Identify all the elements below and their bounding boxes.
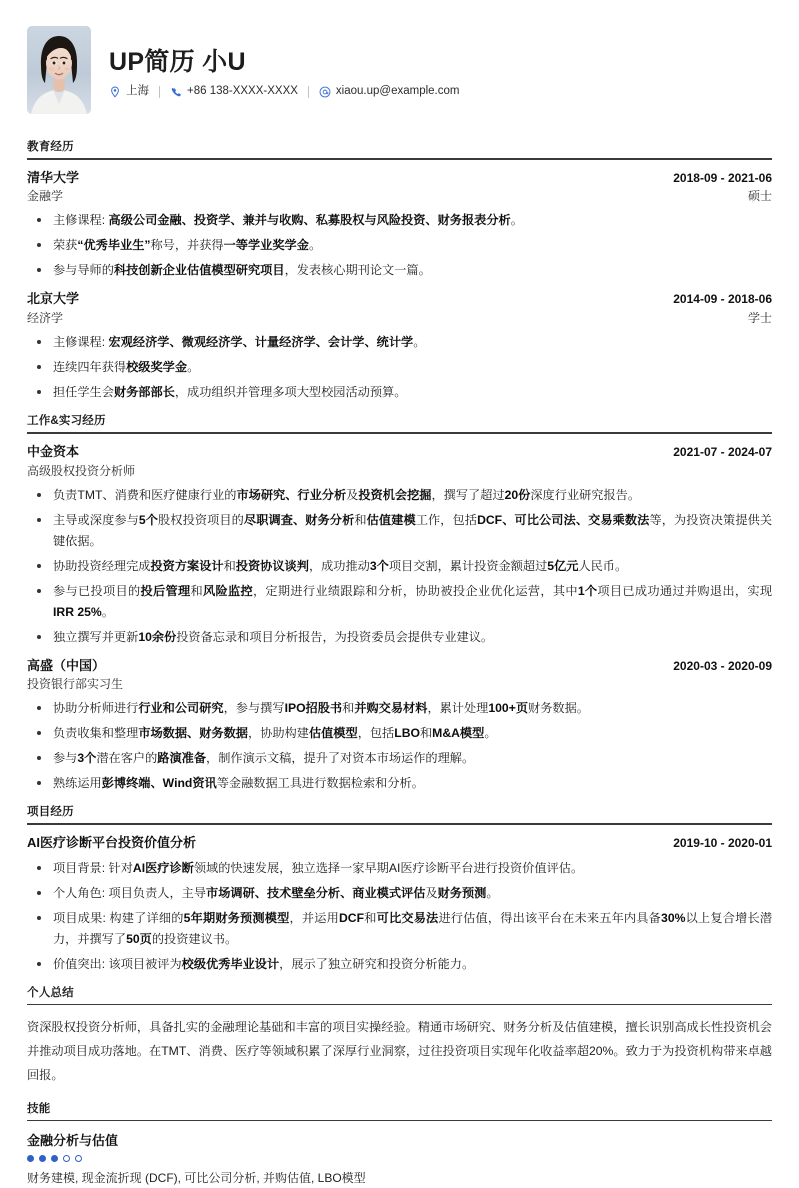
entry xyxy=(27,657,772,795)
entry-bullet-list xyxy=(27,858,772,975)
location-icon xyxy=(109,86,121,98)
resume-sections xyxy=(27,138,772,975)
skill-level-indicator xyxy=(27,1155,772,1162)
section-title-work: 工作&实习经历 xyxy=(27,415,106,428)
entry-organization: 北京大学 xyxy=(27,291,80,307)
bullet-item: 主修课程: 宏观经济学、微观经济学、计量经济学、会计学、统计学。 xyxy=(27,332,772,353)
bullet-item: 协助投资经理完成投资方案设计和投资协议谈判，成功推动3个项目交割，累计投资金额超过5亿元人民币。 xyxy=(27,556,772,577)
section-divider xyxy=(27,823,772,825)
entry xyxy=(27,169,772,282)
bullet-item: 协助分析师进行行业和公司研究，参与撰写IPO招股书和并购交易材料，累计处理100+页财务数据。 xyxy=(27,698,772,719)
bullet-item: 个人角色: 项目负责人，主导市场调研、技术壁垒分析、商业模式评估及财务预测。 xyxy=(27,883,772,904)
bullet-item: 参与已投项目的投后管理和风险监控，定期进行业绩跟踪和分析，协助被投企业优化运营，其中1个项目已成功通过并购退出，实现IRR 25%。 xyxy=(27,581,772,623)
entry-header-row xyxy=(27,443,772,462)
entry-date-range: 2014-09 - 2018-06 xyxy=(673,292,772,307)
entry-header-row xyxy=(27,290,772,309)
section-divider xyxy=(27,1120,772,1122)
bullet-item: 主导或深度参与5个股权投资项目的尽职调查、财务分析和估值建模工作，包括DCF、可比公司法、交易乘数法等，为投资决策提供关键依据。 xyxy=(27,510,772,552)
section-skills xyxy=(27,1100,772,1188)
contact-location xyxy=(109,86,149,98)
bullet-item: 担任学生会财务部部长，成功组织并管理多项大型校园活动预算。 xyxy=(27,382,772,403)
section-projects xyxy=(27,803,772,974)
phone-icon xyxy=(170,86,182,98)
entry-bullet-list xyxy=(27,332,772,403)
entry-subtitle-row xyxy=(27,462,772,480)
entry-degree: 硕士 xyxy=(747,189,772,204)
entry-date-range: 2021-07 - 2024-07 xyxy=(673,444,772,459)
bullet-item: 参与3个潜在客户的路演准备，制作演示文稿，提升了对资本市场运作的理解。 xyxy=(27,748,772,769)
entry xyxy=(27,834,772,975)
bullet-item: 项目成果: 构建了详细的5年期财务预测模型，并运用DCF和可比交易法进行估值，得出该平台在未来五年内具备30%以上复合增长潜力，并撰写了50页的投资建议书。 xyxy=(27,908,772,950)
contact-phone xyxy=(170,86,298,98)
bullet-item: 连续四年获得校级奖学金。 xyxy=(27,357,772,378)
entry-date-range: 2019-10 - 2020-01 xyxy=(673,835,772,850)
entry-subtitle: 投资银行部实习生 xyxy=(27,677,124,692)
entry xyxy=(27,290,772,403)
entry-organization: AI医疗诊断平台投资价值分析 xyxy=(27,834,197,850)
entry-subtitle: 经济学 xyxy=(27,311,64,326)
entry-organization: 高盛（中国） xyxy=(27,657,106,673)
section-title-summary: 个人总结 xyxy=(27,986,74,999)
bullet-item: 荣获“优秀毕业生”称号，并获得一等学业奖学金。 xyxy=(27,235,772,256)
section-title-skills: 技能 xyxy=(27,1102,51,1115)
section-education xyxy=(27,138,772,403)
skill-dot-filled xyxy=(51,1155,58,1162)
profile-photo xyxy=(27,26,91,114)
section-summary xyxy=(27,984,772,1092)
entry-organization: 清华大学 xyxy=(27,169,80,185)
entry xyxy=(27,443,772,648)
skill-dot-filled xyxy=(39,1155,46,1162)
entry-date-range: 2020-03 - 2020-09 xyxy=(673,658,772,673)
page-title: UP简历 小U xyxy=(109,47,246,76)
section-divider xyxy=(27,158,772,160)
entry-bullet-list xyxy=(27,485,772,648)
entry-header-row xyxy=(27,834,772,853)
entry-degree: 学士 xyxy=(747,311,772,326)
entry-header-row xyxy=(27,169,772,188)
entry-subtitle-row xyxy=(27,187,772,205)
contact-email xyxy=(319,86,460,98)
skill-dot-empty xyxy=(75,1155,82,1162)
contact-phone-text: +86 138-XXXX-XXXX xyxy=(187,84,298,97)
bullet-item: 主修课程: 高级公司金融、投资学、兼并与收购、私募股权与风险投资、财务报表分析。 xyxy=(27,210,772,231)
entry-subtitle: 高级股权投资分析师 xyxy=(27,463,136,478)
entry-subtitle-row xyxy=(27,309,772,327)
skill-dot-empty xyxy=(63,1155,70,1162)
entry-organization: 中金资本 xyxy=(27,443,80,459)
bullet-item: 熟练运用彭博终端、Wind资讯等金融数据工具进行数据检索和分析。 xyxy=(27,773,772,794)
bullet-item: 参与导师的科技创新企业估值模型研究项目，发表核心期刊论文一篇。 xyxy=(27,260,772,281)
section-divider xyxy=(27,1004,772,1006)
skill-name: 金融分析与估值 xyxy=(27,1133,119,1149)
entry-header-row xyxy=(27,657,772,676)
skill-item xyxy=(27,1130,772,1188)
skills-list xyxy=(27,1130,772,1188)
section-work xyxy=(27,412,772,794)
skill-description: 财务建模, 现金流折现 (DCF), 可比公司分析, 并购估值, LBO模型 xyxy=(27,1171,366,1186)
entry-date-range: 2018-09 - 2021-06 xyxy=(673,170,772,185)
email-icon xyxy=(319,86,331,98)
bullet-item: 项目背景: 针对AI医疗诊断领域的快速发展，独立选择一家早期AI医疗诊断平台进行投资价值评估。 xyxy=(27,858,772,879)
section-title-projects: 项目经历 xyxy=(27,806,74,819)
section-divider xyxy=(27,432,772,434)
resume-header xyxy=(27,22,772,130)
skill-dot-filled xyxy=(27,1155,34,1162)
contact-divider xyxy=(159,86,160,98)
entry-bullet-list xyxy=(27,210,772,281)
section-title-education: 教育经历 xyxy=(27,141,74,153)
bullet-item: 价值突出: 该项目被评为校级优秀毕业设计，展示了独立研究和投资分析能力。 xyxy=(27,954,772,975)
entry-subtitle-row xyxy=(27,675,772,693)
bullet-item: 负责TMT、消费和医疗健康行业的市场研究、行业分析及投资机会挖掘，撰写了超过20份深度行业研究报告。 xyxy=(27,485,772,506)
bullet-item: 独立撰写并更新10余份投资备忘录和项目分析报告，为投资委员会提供专业建议。 xyxy=(27,627,772,648)
bullet-item: 负责收集和整理市场数据、财务数据，协助构建估值模型，包括LBO和M&A模型。 xyxy=(27,723,772,744)
contact-divider xyxy=(308,86,309,98)
summary-text: 资深股权投资分析师，具备扎实的金融理论基础和丰富的项目实操经验。精通市场研究、财务分析及估值建模，擅长识别高成长性投资机会并推动项目成功落地。在TMT、消费、医疗等领域积累了深厚行业洞察，过往投资项目实现年化收益率超20%。致力于为投资机构带来卓越回报。 xyxy=(27,1020,772,1082)
contact-email-text: xiaou.up@example.com xyxy=(335,84,460,97)
contact-line xyxy=(109,86,772,98)
entry-subtitle: 金融学 xyxy=(27,189,64,204)
entry-bullet-list xyxy=(27,698,772,794)
contact-location-text: 上海 xyxy=(126,84,149,97)
